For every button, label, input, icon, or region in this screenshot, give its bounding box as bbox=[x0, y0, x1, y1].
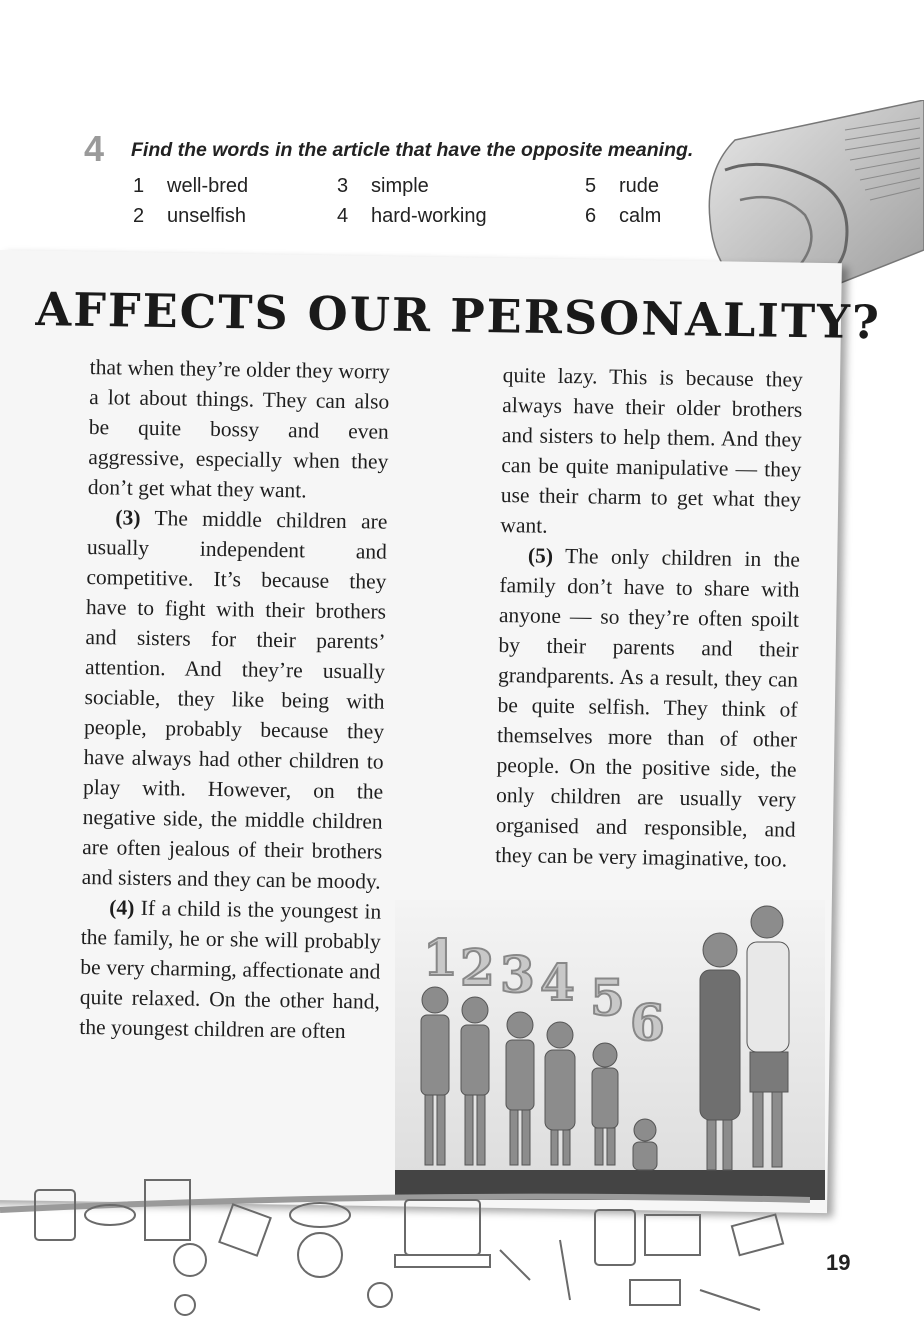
school-supplies-doodles bbox=[0, 1170, 810, 1332]
balloon-number: 3 bbox=[500, 945, 535, 1004]
word-item: 6 calm bbox=[585, 205, 662, 227]
balloon-number: 1 bbox=[423, 928, 458, 987]
balloon-number: 4 bbox=[540, 953, 575, 1012]
word-item: 1 well-bred bbox=[133, 175, 249, 197]
child-figure bbox=[633, 1119, 657, 1170]
article-right-column bbox=[495, 360, 803, 875]
paragraph: that when they’re older they worry a lot about things. They can also be quite bossy and even aggressive, especially when they don’t get what they want. bbox=[87, 354, 390, 503]
book-icon bbox=[145, 1180, 190, 1240]
paragraph: (4) If a child is the youngest in the family, he or she will probably be very charming, affectionate and quite relaxed. On the other hand, the youngest children are often bbox=[79, 895, 382, 1044]
balloon-number: 5 bbox=[590, 968, 625, 1027]
article-left-column bbox=[79, 352, 390, 1047]
exercise-number: 4 bbox=[84, 128, 105, 169]
word-item: 2 unselfish bbox=[133, 205, 246, 227]
balloon-number: 6 bbox=[630, 993, 665, 1052]
word-item: 5 rude bbox=[585, 175, 660, 197]
open-book-icon bbox=[645, 1215, 700, 1255]
notebook-icon bbox=[35, 1190, 75, 1240]
word-item: 4 hard-working bbox=[337, 205, 487, 227]
paragraph: quite lazy. This is because they always have their older brothers and sisters to help them. And they can be quite manipulative — they use their charm to get what they want. bbox=[500, 362, 803, 538]
exercise-instruction: Find the words in the article that have the opposite meaning. bbox=[131, 139, 694, 161]
laptop-icon bbox=[405, 1200, 480, 1255]
teapot-icon bbox=[298, 1233, 342, 1277]
cup-icon bbox=[174, 1244, 206, 1276]
paragraph: (3) The middle children are usually independent and competitive. It’s because they have to fight with their brothers and sisters for their parents’ attention. And they’re usually sociable, they like being with people, probably because they have always had other children to play with. However, on the negative side, the middle children are often jealous of their brothers and sisters and they can be moody. bbox=[81, 505, 388, 894]
article-headline: AFFECTS OUR PERSONALITY? bbox=[35, 282, 882, 350]
page-number: 19 bbox=[826, 1250, 851, 1275]
calculator-icon bbox=[595, 1210, 635, 1265]
paragraph: (5) The only children in the family don’t have to share with anyone — so they’re often spoilt by their parents and their grandparents. As a result, they can be quite selfish. They think of themselves more than of other people. On the positive side, the only children are usually very organised and responsible, and they can be very imaginative, too. bbox=[495, 543, 801, 872]
balloon-number: 2 bbox=[460, 938, 495, 997]
word-item: 3 simple bbox=[337, 175, 429, 197]
family-photo bbox=[395, 900, 825, 1200]
